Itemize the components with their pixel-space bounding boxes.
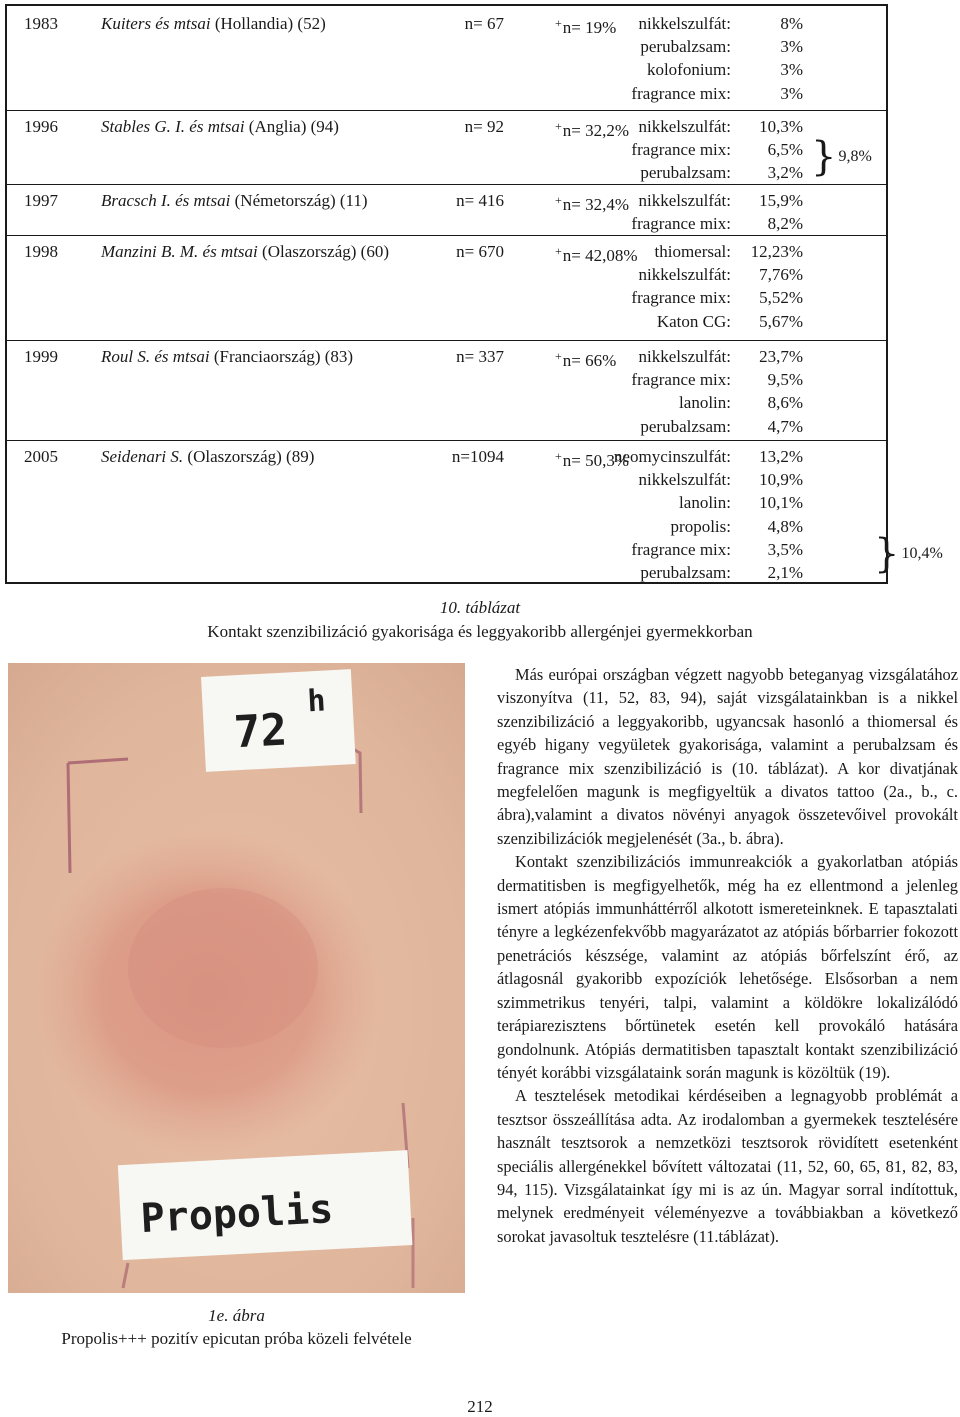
figure-number: 1e. ábra	[208, 1306, 265, 1325]
year-cell: 1996	[24, 117, 58, 136]
label-propolis: Propolis	[139, 1186, 335, 1243]
brace-icon: }	[874, 531, 900, 577]
allergen-line: nikkelszulfát: 7,76%	[638, 265, 803, 285]
allergen-line: perubalzsam: 3,2%	[640, 163, 803, 183]
year-cell: 1997	[24, 191, 58, 210]
year-cell: 1998	[24, 242, 58, 261]
allergen-line: nikkelszulfát: 10,3%	[638, 117, 803, 136]
year-cell: 1983	[24, 14, 58, 33]
table-row	[7, 184, 886, 234]
allergen-list	[567, 240, 803, 333]
allergen-line: lanolin: 8,6%	[679, 393, 803, 413]
paragraph: Kontakt szenzibilizációs immunreakciók a gyakorlatban atópiás dermatitisben is megfigyelhetők, még ha ez ellentmond a jelenleg ismert atópiás immunháttérről alkotott ismereteinknek. E tapasztalati tényre a legkézenfekvőbb magyarázatot az atópiás bőrbarrier fokozott penetrációs készsége, valamint az atópiás bőrfelszínt érő, az átlagosnál gyakoribb expozíciók lehetősége. Elsősorban a nem szimmetrikus tenyéri, talpi, valamint a köldökre lokalizálódó terápiarezisztens bőrtünetek esetén kell provokáló hatására gondolnunk. Atópiás dermatitisben tapasztalt kontakt szenzibilizáció tényét korábbi vizsgálataink során magunk is közöltük (19).	[497, 852, 958, 1082]
author-cell: Manzini B. M. és mtsai (Olaszország) (60)	[101, 242, 389, 261]
author-cell: Kuiters és mtsai (Hollandia) (52)	[101, 14, 326, 33]
table-row	[7, 440, 886, 582]
allergen-list	[567, 345, 803, 438]
allergen-list	[567, 445, 803, 584]
allergen-line: fragrance mix: 3,5%	[631, 539, 803, 559]
allergen-list	[567, 189, 803, 235]
brace-icon: }	[811, 134, 837, 180]
allergen-line: nikkelszulfát: 10,9%	[638, 470, 803, 490]
allergen-line: fragrance mix: 8,2%	[631, 214, 803, 234]
group-total: } 10,4%	[874, 531, 943, 577]
allergen-list	[567, 115, 803, 185]
group-total: } 9,8%	[811, 134, 872, 180]
allergen-line: lanolin: 10,1%	[679, 493, 803, 513]
figure-caption: Propolis+++ pozitív epicutan próba közeli felvétele	[61, 1329, 412, 1348]
allergen-line: propolis: 4,8%	[670, 516, 803, 536]
allergen-line: fragrance mix: 5,52%	[631, 288, 803, 308]
table-row	[7, 340, 886, 436]
n-cell: n= 67	[464, 14, 504, 33]
table-caption-number: 10. táblázat	[439, 598, 521, 617]
positive-cell: +n= 19%	[555, 16, 617, 37]
author-cell: Stables G. I. és mtsai (Anglia) (94)	[101, 117, 339, 136]
positive-cell: +n= 50,3%	[555, 449, 630, 470]
table-row	[7, 110, 886, 183]
allergen-line: kolofonium: 3%	[646, 60, 803, 80]
allergen-line: fragrance mix: 9,5%	[631, 370, 803, 390]
label-72h-sup: h	[306, 683, 327, 720]
allergen-line: fragrance mix: 3%	[631, 83, 803, 103]
author-cell: Bracsch I. és mtsai (Németország) (11)	[101, 191, 368, 210]
allergen-line: Katon CG: 5,67%	[656, 311, 803, 331]
author-cell: Roul S. és mtsai (Franciaország) (83)	[101, 347, 354, 366]
label-72h: 72	[232, 704, 289, 759]
table-row	[7, 235, 886, 331]
positive-cell: +n= 32,2%	[555, 119, 630, 140]
allergen-line: nikkelszulfát: 15,9%	[638, 191, 803, 210]
n-cell: n= 92	[464, 117, 504, 136]
n-cell: n= 337	[456, 347, 504, 366]
author-cell: Seidenari S. (Olaszország) (89)	[101, 447, 315, 466]
n-cell: n= 416	[456, 191, 504, 210]
n-cell: n= 670	[456, 242, 504, 261]
year-cell: 2005	[24, 447, 58, 466]
positive-cell: +n= 32,4%	[555, 193, 630, 214]
body-text-column	[497, 663, 958, 1248]
allergen-table	[5, 4, 888, 584]
allergen-line: perubalzsam: 2,1%	[640, 562, 803, 582]
n-cell: n=1094	[451, 447, 504, 466]
page-number: 212	[467, 1397, 493, 1416]
table-caption-title: Kontakt szenzibilizáció gyakorisága és leggyakoribb allergénjei gyermekkorban	[207, 622, 753, 641]
allergen-line: thiomersal: 12,23%	[654, 242, 803, 261]
paragraph: A tesztelések metodikai kérdéseiben a legnagyobb problémát a tesztsor összeállítása adta. Az irodalomban a gyermekek tesztelésére használt tesztsorok a nemzetközi tesztsorok rövidített esetenként speciális allergénekkel bővített változatai (11, 52, 60, 65, 81, 82, 83, 94, 115). Vizsgálatainkat így mi is az ún. Magyar sorral indítottuk, melynek eredményeit véleményezve a továbbiakban a következő sorokat javasoltuk tesztelésre (11.táblázat).	[497, 1086, 958, 1246]
allergen-line: neomycinszulfát: 13,2%	[613, 447, 803, 466]
allergen-list	[567, 12, 803, 105]
positive-cell: +n= 66%	[555, 349, 617, 370]
patch-test-photo	[8, 663, 465, 1293]
year-cell: 1999	[24, 347, 58, 366]
positive-cell: +n= 42,08%	[555, 244, 638, 265]
allergen-line: nikkelszulfát: 23,7%	[638, 347, 803, 366]
allergen-line: fragrance mix: 6,5%	[631, 140, 803, 160]
allergen-line: nikkelszulfát: 8%	[638, 14, 803, 33]
allergen-line: perubalzsam: 4,7%	[640, 416, 803, 436]
paragraph: Más európai országban végzett nagyobb beteganyag vizsgálatához viszonyítva (11, 52, 83, 94), saját vizsgálatainkban is a nikkel szenzibilizáció a leggyakoribb, ugyancsak hasonló a thiomersal és egyéb higany vegyületek gyakorisága, valamint a perubalzsam és fragrance mix szenzibilizáció is (10. táblázat). A kor divatjának megfelelően magunk is megfigyeltük a divatos tattoo (2a., b., c. ábra),valamint a divatos növényi anyagok összetevőivel provokált szenzibilizációk megjelenését (3a., b. ábra).	[497, 665, 958, 848]
allergen-line: perubalzsam: 3%	[640, 37, 803, 57]
